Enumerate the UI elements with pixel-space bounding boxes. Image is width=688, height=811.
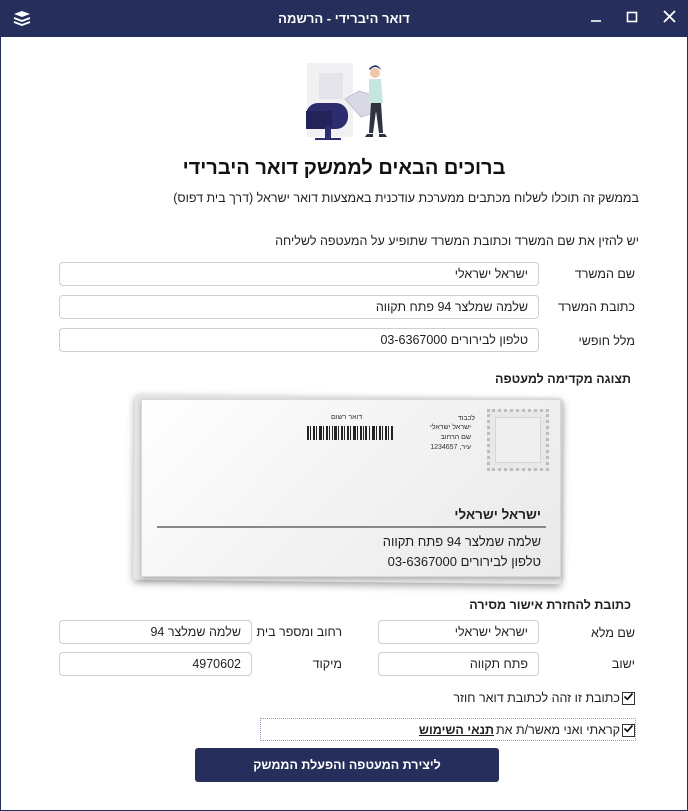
terms-checkbox[interactable]: [622, 724, 635, 737]
recipient-address: שלמה שמלצר 94 פתח תקווה: [382, 534, 541, 549]
window-title: דואר היברידי - הרשמה: [278, 11, 410, 26]
maximize-button[interactable]: [614, 1, 650, 37]
title-bar[interactable]: [1, 1, 687, 37]
same-return-label: כתובת זו זהה לכתובת דואר חוזר: [453, 691, 620, 705]
minimize-button[interactable]: [578, 1, 614, 37]
office-address-label: כתובת המשרד: [557, 300, 635, 314]
terms-prefix: קראתי ואני מאשר/ת את: [496, 723, 620, 737]
create-envelope-button[interactable]: ליצירת המעטפה והפעלת הממשק: [195, 748, 499, 782]
full-name-label: שם מלא: [590, 626, 635, 640]
recipient-divider: [157, 526, 546, 528]
checkmark-icon: [623, 723, 634, 737]
sender-line: עיר, 1234657: [430, 444, 471, 451]
checkmark-icon: [623, 691, 634, 705]
street-input[interactable]: שלמה שמלצר 94: [59, 620, 252, 644]
maximize-icon: [626, 10, 638, 28]
sender-line: שם הרחוב: [440, 434, 471, 441]
full-name-input[interactable]: ישראל ישראלי: [378, 620, 539, 644]
minimize-icon: [590, 10, 602, 28]
city-label: ישוב: [611, 657, 635, 671]
registered-mail-label: דואר רשום: [331, 414, 363, 421]
preview-title: תצוגה מקדימה למעטפה: [495, 372, 631, 386]
office-name-input[interactable]: ישראל ישראלי: [59, 262, 539, 286]
sender-line: לכבוד: [457, 415, 475, 422]
recipient-name: ישראל ישראלי: [454, 507, 541, 522]
page-heading: ברוכים הבאים לממשק דואר היברידי: [182, 157, 506, 179]
terms-row[interactable]: [419, 723, 635, 737]
zip-label: מיקוד: [312, 657, 342, 671]
recipient-phone: טלפון לבירורים 03-6367000: [387, 554, 541, 569]
close-icon: [663, 10, 676, 28]
same-return-row[interactable]: [453, 691, 635, 705]
barcode: [307, 426, 393, 440]
terms-of-use-link[interactable]: תנאי השימוש: [418, 723, 494, 737]
office-address-input[interactable]: שלמה שמלצר 94 פתח תקווה: [59, 295, 539, 319]
mailbox-illustration: [301, 59, 396, 141]
sender-line: ישראל ישראלי: [429, 424, 471, 431]
close-button[interactable]: [651, 1, 687, 37]
stamp-inner: [495, 417, 541, 463]
same-return-checkbox[interactable]: [622, 692, 635, 705]
office-name-label: שם המשרד: [574, 267, 635, 281]
city-input[interactable]: פתח תקווה: [378, 652, 539, 676]
free-text-label: מלל חופשי: [578, 334, 635, 348]
zip-input[interactable]: 4970602: [59, 652, 252, 676]
return-address-title: כתובת להחזרת אישור מסירה: [469, 598, 631, 612]
street-label: רחוב ומספר בית: [256, 625, 342, 639]
page-subtitle: בממשק זה תוכלו לשלוח מכתבים ממערכת עודכנית באמצעות דואר ישראל (דרך בית דפוס): [173, 191, 639, 205]
free-text-input[interactable]: טלפון לבירורים 03-6367000: [59, 328, 539, 352]
office-instructions: יש להזין את שם המשרד וכתובת המשרד שתופיע על המעטפה לשליחה: [275, 234, 639, 248]
